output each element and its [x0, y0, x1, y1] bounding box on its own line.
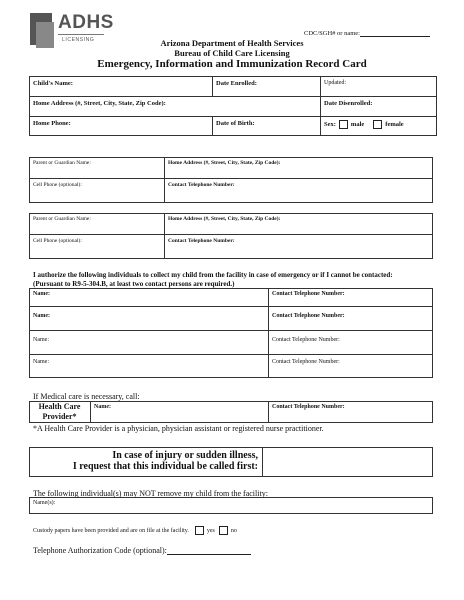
provider-name-field[interactable]: Name: — [94, 404, 111, 410]
logo-divider — [58, 34, 104, 35]
divider — [212, 116, 213, 136]
divider — [29, 354, 433, 355]
female-label: female — [385, 120, 404, 128]
injury-line1: In case of injury or sudden illness, — [112, 450, 258, 461]
divider — [29, 178, 433, 179]
custody-text: Custody papers have been provided and are on file at the facility. — [33, 527, 189, 534]
male-label: male — [350, 120, 365, 128]
restricted-names-box — [29, 497, 433, 514]
guardian-1-name-field[interactable]: Parent or Guardian Name: — [33, 160, 91, 166]
phone-auth-label: Telephone Authorization Code (optional): — [33, 546, 167, 555]
guardian-1-cell-field[interactable]: Cell Phone (optional): — [33, 182, 82, 188]
divider — [320, 76, 321, 136]
custody-no-checkbox[interactable] — [219, 526, 228, 535]
authorized-contacts-box — [29, 288, 433, 378]
divider — [29, 234, 433, 235]
cdc-input-line[interactable] — [360, 30, 430, 37]
contact-3-phone-field[interactable]: Contact Telephone Number: — [272, 337, 340, 343]
contact-2-phone-field[interactable]: Contact Telephone Number: — [272, 313, 345, 319]
child-name-field[interactable]: Child's Name: — [33, 80, 73, 87]
sex-label: Sex: — [324, 120, 336, 128]
department-name: Arizona Department of Health Services — [160, 38, 304, 48]
guardian-2-contact-field[interactable]: Contact Telephone Number: — [168, 238, 235, 244]
contact-4-name-field[interactable]: Name: — [33, 359, 49, 365]
guardian-1-address-field[interactable]: Home Address (#, Street, City, State, Zip Code): — [168, 160, 281, 166]
updated-field[interactable]: Updated: — [324, 80, 346, 86]
contact-1-name-field[interactable]: Name: — [33, 291, 50, 297]
guardian-1-contact-field[interactable]: Contact Telephone Number: — [168, 182, 235, 188]
form-title: Emergency, Information and Immunization Record Card — [97, 58, 367, 70]
date-enrolled-field[interactable]: Date Enrolled: — [216, 80, 257, 87]
divider — [164, 213, 165, 259]
contact-4-phone-field[interactable]: Contact Telephone Number: — [272, 359, 340, 365]
divider — [268, 401, 269, 423]
restrict-intro: The following individual(s) may NOT remove my child from the facility: — [33, 489, 268, 498]
authorize-statement: I authorize the following individuals to collect my child from the facility in case of emergency or if I cannot be contacted: — [33, 271, 393, 279]
divider — [212, 76, 213, 96]
restricted-names-field[interactable]: Name(s): — [33, 500, 56, 506]
phone-auth-input-line[interactable] — [167, 547, 251, 555]
divider — [29, 306, 433, 307]
provider-note: *A Health Care Provider is a physician, physician assistant or registered nurse practitioner. — [33, 424, 324, 433]
home-phone-field[interactable]: Home Phone: — [33, 120, 71, 127]
phone-auth-field[interactable] — [33, 546, 251, 555]
injury-statement — [29, 450, 262, 472]
custody-yes-label: yes — [206, 527, 215, 534]
cdc-field[interactable] — [304, 30, 430, 37]
logo-subtitle: LICENSING — [62, 37, 95, 43]
divider — [29, 96, 437, 97]
injury-contact-field[interactable] — [263, 448, 432, 476]
custody-no-label: no — [230, 527, 237, 534]
divider — [29, 116, 437, 117]
home-address-field[interactable]: Home Address (#, Street, City, State, Zip Code): — [33, 100, 166, 107]
medical-intro: If Medical care is necessary, call: — [33, 392, 140, 401]
logo-text: ADHS — [58, 12, 114, 33]
cdc-label: CDC/SGH# or name: — [304, 30, 360, 37]
health-care-provider-label — [29, 402, 90, 422]
provider-label-line1: Health Care — [38, 402, 81, 411]
injury-line2: I request that this individual be called first: — [72, 461, 258, 472]
divider — [90, 401, 91, 423]
divider — [268, 288, 269, 378]
contact-2-name-field[interactable]: Name: — [33, 313, 50, 319]
contact-3-name-field[interactable]: Name: — [33, 337, 49, 343]
guardian-2-address-field[interactable]: Home Address (#, Street, City, State, Zip Code): — [168, 216, 281, 222]
guardian-2-cell-field[interactable]: Cell Phone (optional): — [33, 238, 82, 244]
custody-statement — [33, 526, 237, 535]
provider-phone-field[interactable]: Contact Telephone Number: — [272, 404, 345, 410]
authorize-requirement: (Pursuant to R9-5-304.B, at least two contact persons are required.) — [33, 280, 235, 288]
divider — [29, 330, 433, 331]
contact-1-phone-field[interactable]: Contact Telephone Number: — [272, 291, 345, 297]
female-checkbox[interactable] — [373, 120, 382, 129]
divider — [164, 157, 165, 203]
male-checkbox[interactable] — [339, 120, 348, 129]
bureau-name: Bureau of Child Care Licensing — [174, 48, 290, 58]
date-disenrolled-field[interactable]: Date Disenrolled: — [324, 100, 373, 107]
date-of-birth-field[interactable]: Date of Birth: — [216, 120, 255, 127]
sex-field — [324, 120, 404, 129]
guardian-2-name-field[interactable]: Parent or Guardian Name: — [33, 216, 91, 222]
provider-label-line2: Provider* — [42, 412, 77, 421]
custody-yes-checkbox[interactable] — [195, 526, 204, 535]
